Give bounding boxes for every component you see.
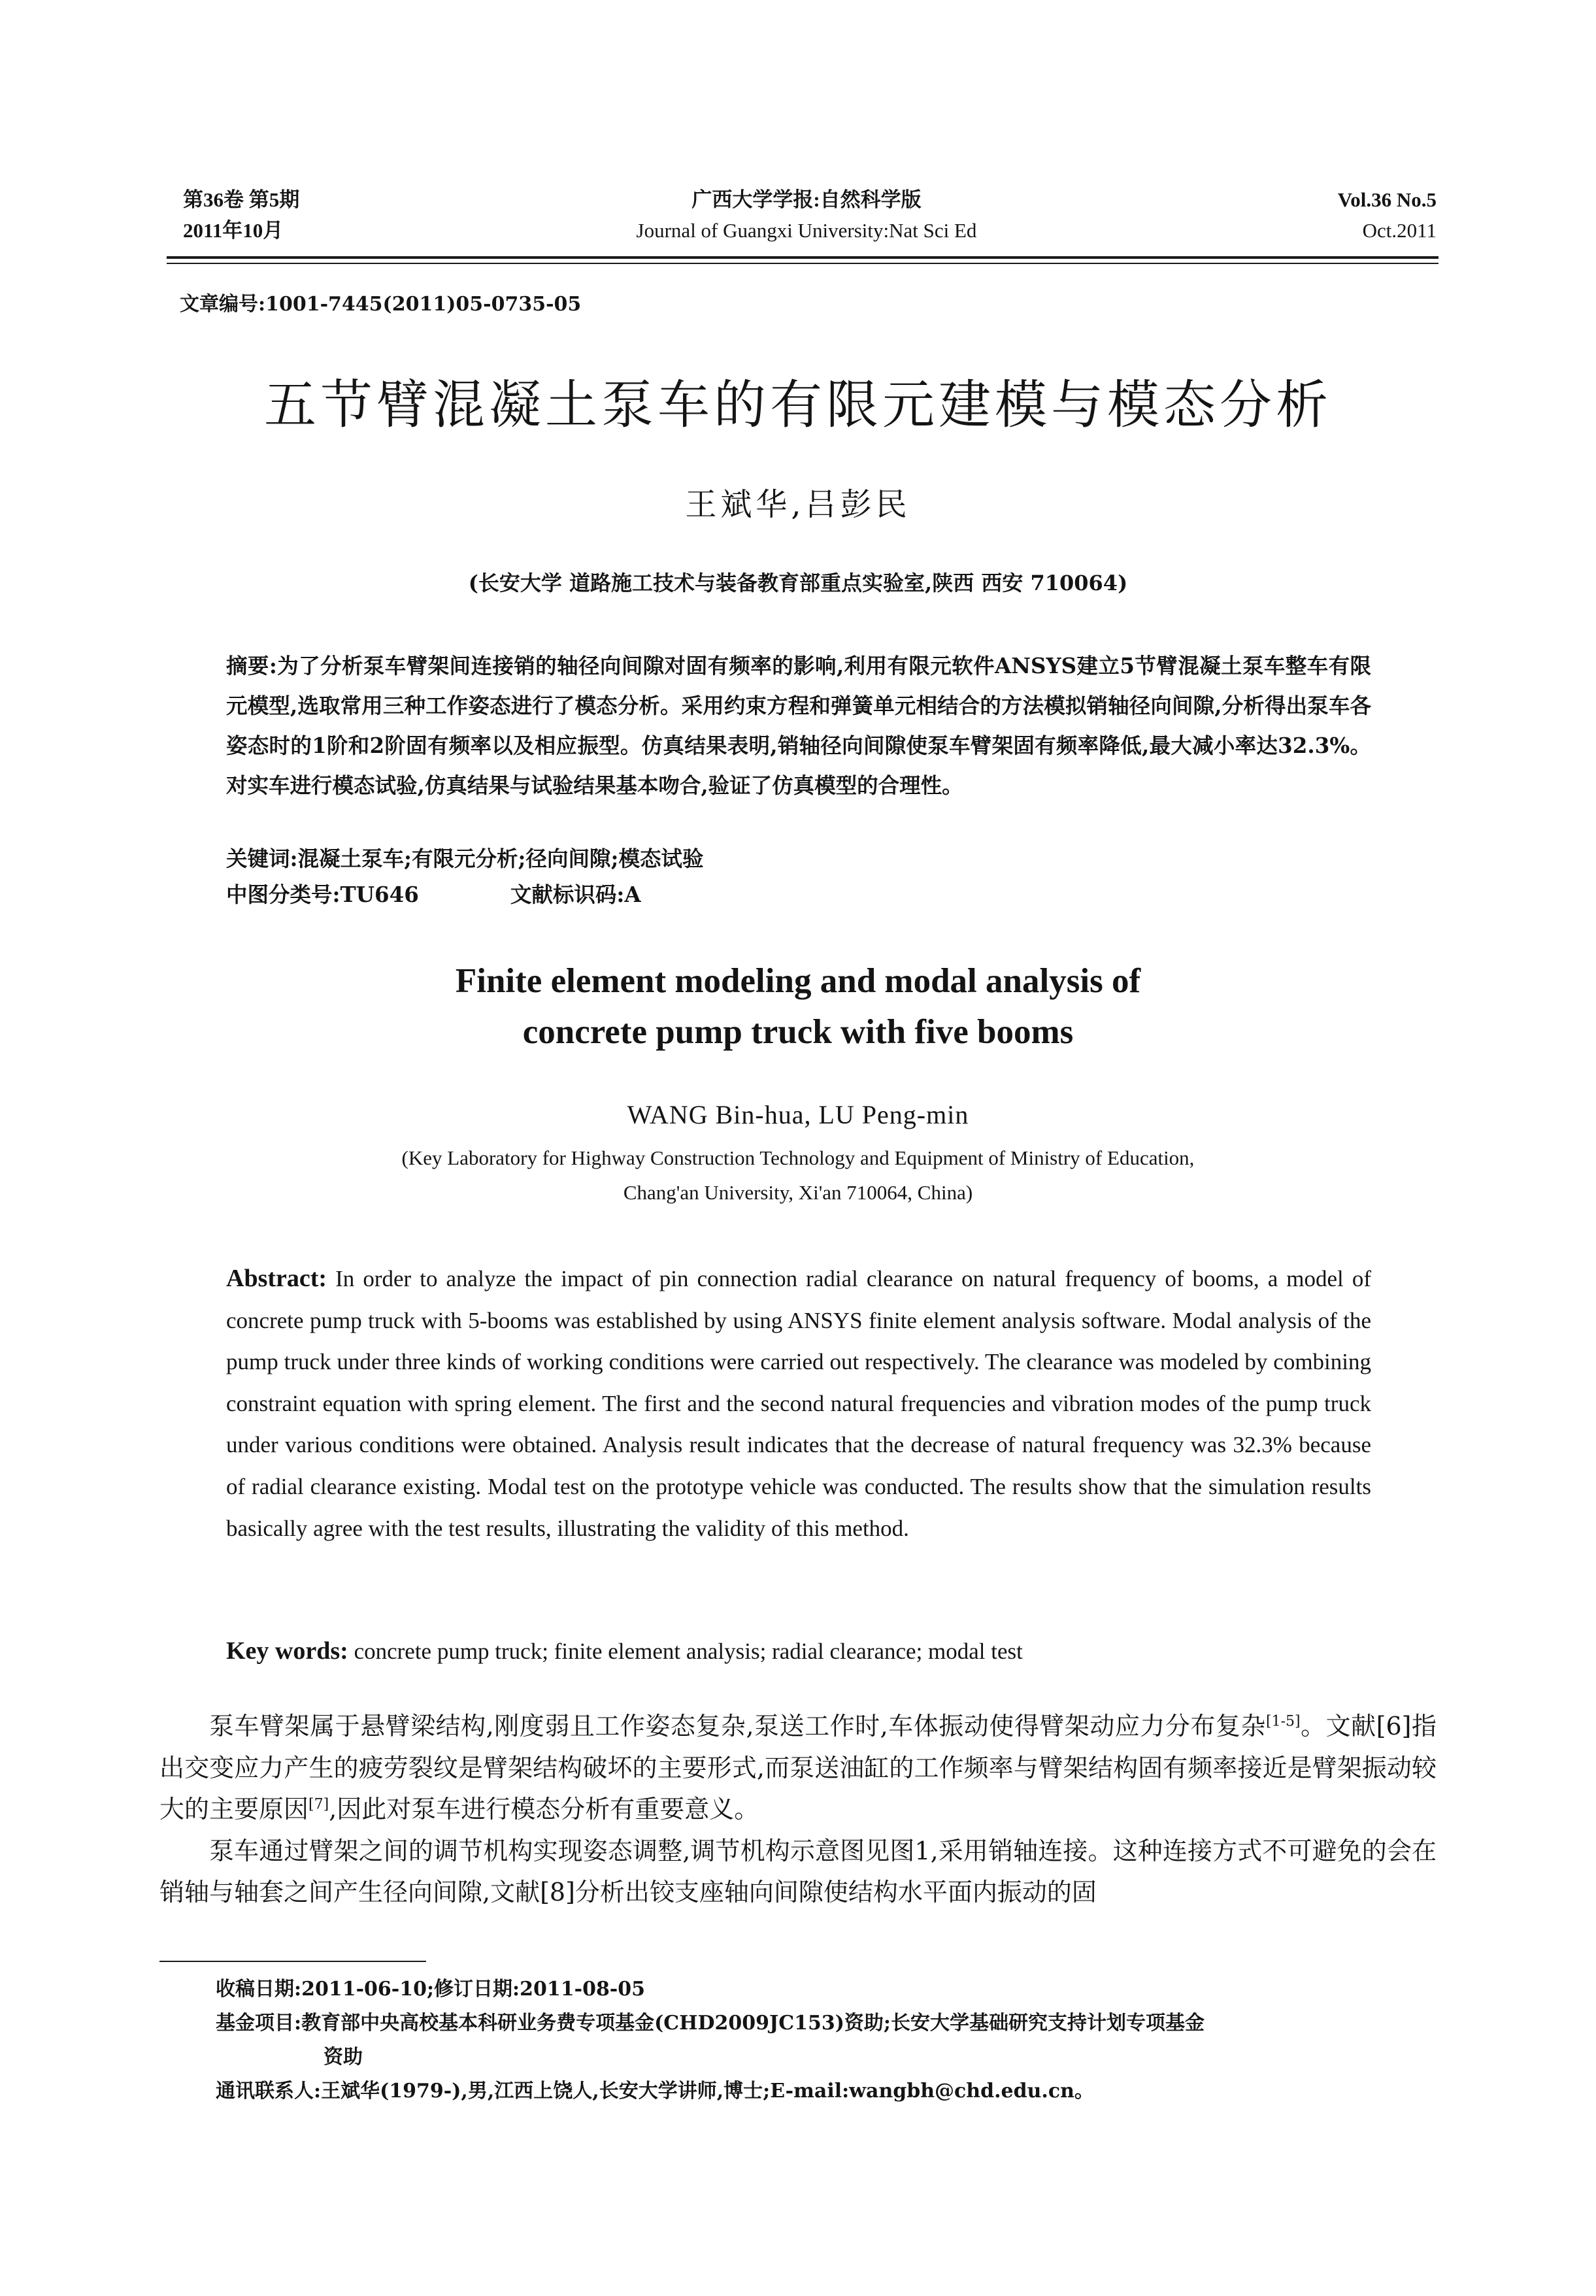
body-paragraph-2: 泵车通过臂架之间的调节机构实现姿态调整,调节机构示意图见图1,采用销轴连接。这种连接方式不可避免的会在销轴与轴套之间产生径向间隙,文献[8]分析出铰支座轴向间隙使结构水平面内振动的固 — [159, 1836, 1437, 1906]
english-keywords — [226, 1634, 1371, 1669]
footnote-contact: 通讯联系人:王斌华(1979-),男,江西上饶人,长安大学讲师,博士;E-mail:wangbh@chd.edu.cn。 — [216, 2080, 1094, 2103]
english-authors: WANG Bin-hua, LU Peng-min — [627, 1100, 969, 1129]
clc-value: TU646 — [340, 882, 419, 907]
footnote-received: 收稿日期:2011-06-10;修订日期:2011-08-05 — [216, 1978, 646, 2001]
header-rule-thin — [167, 263, 1438, 264]
chinese-affiliation: (长安大学 道路施工技术与装备教育部重点实验室,陕西 西安 710064) — [468, 571, 1128, 595]
footnote-fund-continued: 资助 — [324, 2046, 363, 2069]
chinese-authors: 王斌华,吕彭民 — [685, 486, 911, 523]
running-header — [176, 184, 1437, 256]
body-text — [159, 1706, 1437, 1914]
english-abstract-label: Abstract: — [226, 1265, 327, 1292]
english-keywords-label: Key words: — [226, 1637, 348, 1665]
body-p1-text-2: 。文献[6]指出交变应力产生的疲劳裂纹是臂架结构破坏的主要形式,而泵送油缸的工作频率与臂架结构固有频率接近是臂架振动较大的主要原因 — [159, 1712, 1437, 1823]
body-p1-text-3: ,因此对泵车进行模态分析有重要意义。 — [329, 1795, 759, 1823]
english-title-line-1: Finite element modeling and modal analysis of — [455, 962, 1141, 1000]
classification-line — [226, 879, 1371, 910]
english-abstract — [226, 1258, 1371, 1549]
header-volume-issue-cn: 第36卷 第5期 — [183, 188, 300, 211]
chinese-abstract-text: 为了分析泵车臂架间连接销的轴径向间隙对固有频率的影响,利用有限元软件ANSYS建立5节臂混凝土泵车整车有限元模型,选取常用三种工作姿态进行了模态分析。采用约束方程和弹簧单元相结合的方法模拟销轴径向间隙,分析得出泵车各姿态时的1阶和2阶固有频率以及相应振型。仿真结果表明,销轴径向间隙使泵车臂架固有频率降低,最大减小率达32.3%。对实车进行模态试验,仿真结果与试验结果基本吻合,验证了仿真模型的合理性。 — [226, 653, 1371, 798]
english-title-line-2: concrete pump truck with five booms — [522, 1013, 1074, 1051]
chinese-keywords — [226, 843, 1371, 874]
body-paragraph-1 — [159, 1706, 1437, 1831]
article-number: 文章编号:1001-7445(2011)05-0735-05 — [180, 293, 582, 316]
citation-7: [7] — [308, 1796, 329, 1813]
header-journal-cn: 广西大学学报:自然科学版 — [691, 188, 922, 211]
english-affiliation-line-2: Chang'an University, Xi'an 710064, China) — [623, 1181, 973, 1204]
footnotes — [216, 1972, 1437, 2108]
header-date-en: Oct.2011 — [1362, 219, 1437, 242]
header-center — [176, 184, 1437, 246]
english-title — [0, 956, 1596, 1057]
header-journal-en: Journal of Guangxi University:Nat Sci Ed — [636, 219, 977, 242]
footnote-fund-text: 教育部中央高校基本科研业务费专项基金(CHD2009JC153)资助;长安大学基础研究支持计划专项基金 — [301, 2012, 1205, 2035]
header-rule-thick — [167, 256, 1438, 259]
chinese-keywords-text: 混凝土泵车;有限元分析;径向间隙;模态试验 — [297, 846, 704, 871]
clc-label: 中图分类号: — [226, 882, 341, 907]
chinese-keywords-label: 关键词: — [226, 846, 298, 871]
english-keywords-text: concrete pump truck; finite element analysis; radial clearance; modal test — [348, 1639, 1023, 1664]
citation-1-5: [1-5] — [1266, 1713, 1301, 1730]
footnote-fund — [216, 2006, 1437, 2040]
doc-code-value: A — [624, 882, 641, 907]
english-affiliation-line-1: (Key Laboratory for Highway Construction Technology and Equipment of Ministry of Education, — [401, 1146, 1195, 1169]
chinese-abstract-label: 摘要: — [226, 653, 277, 678]
chinese-abstract — [226, 646, 1371, 805]
header-right — [1338, 184, 1437, 246]
doc-code-label: 文献标识码: — [510, 882, 625, 907]
footnote-fund-label: 基金项目: — [216, 2012, 302, 2035]
english-affiliation — [0, 1140, 1596, 1210]
body-p1-text-1: 泵车臂架属于悬臂梁结构,刚度弱且工作姿态复杂,泵送工作时,车体振动使得臂架动应力分布复杂 — [209, 1712, 1266, 1740]
footnote-rule — [159, 1961, 426, 1962]
header-date-cn: 2011年10月 — [183, 219, 284, 242]
header-volume-issue-en: Vol.36 No.5 — [1337, 188, 1437, 211]
chinese-title: 五节臂混凝土泵车的有限元建模与模态分析 — [264, 374, 1332, 435]
english-abstract-text: In order to analyze the impact of pin connection radial clearance on natural frequency of booms, a model of concrete pump truck with 5-booms was established by using ANSYS finite element analysis software. Modal analysis of the pump truck under three kinds of working conditions were carried out respectively. The clearance was modeled by combining constraint equation with spring element. The first and the second natural frequencies and vibration modes of the pump truck under various conditions were obtained. Analysis result indicates that the decrease of natural frequency was 32.3% because of radial clearance existing. Modal test on the prototype vehicle was conducted. The results show that the simulation results basically agree with the test results, illustrating the validity of this method. — [226, 1266, 1371, 1541]
